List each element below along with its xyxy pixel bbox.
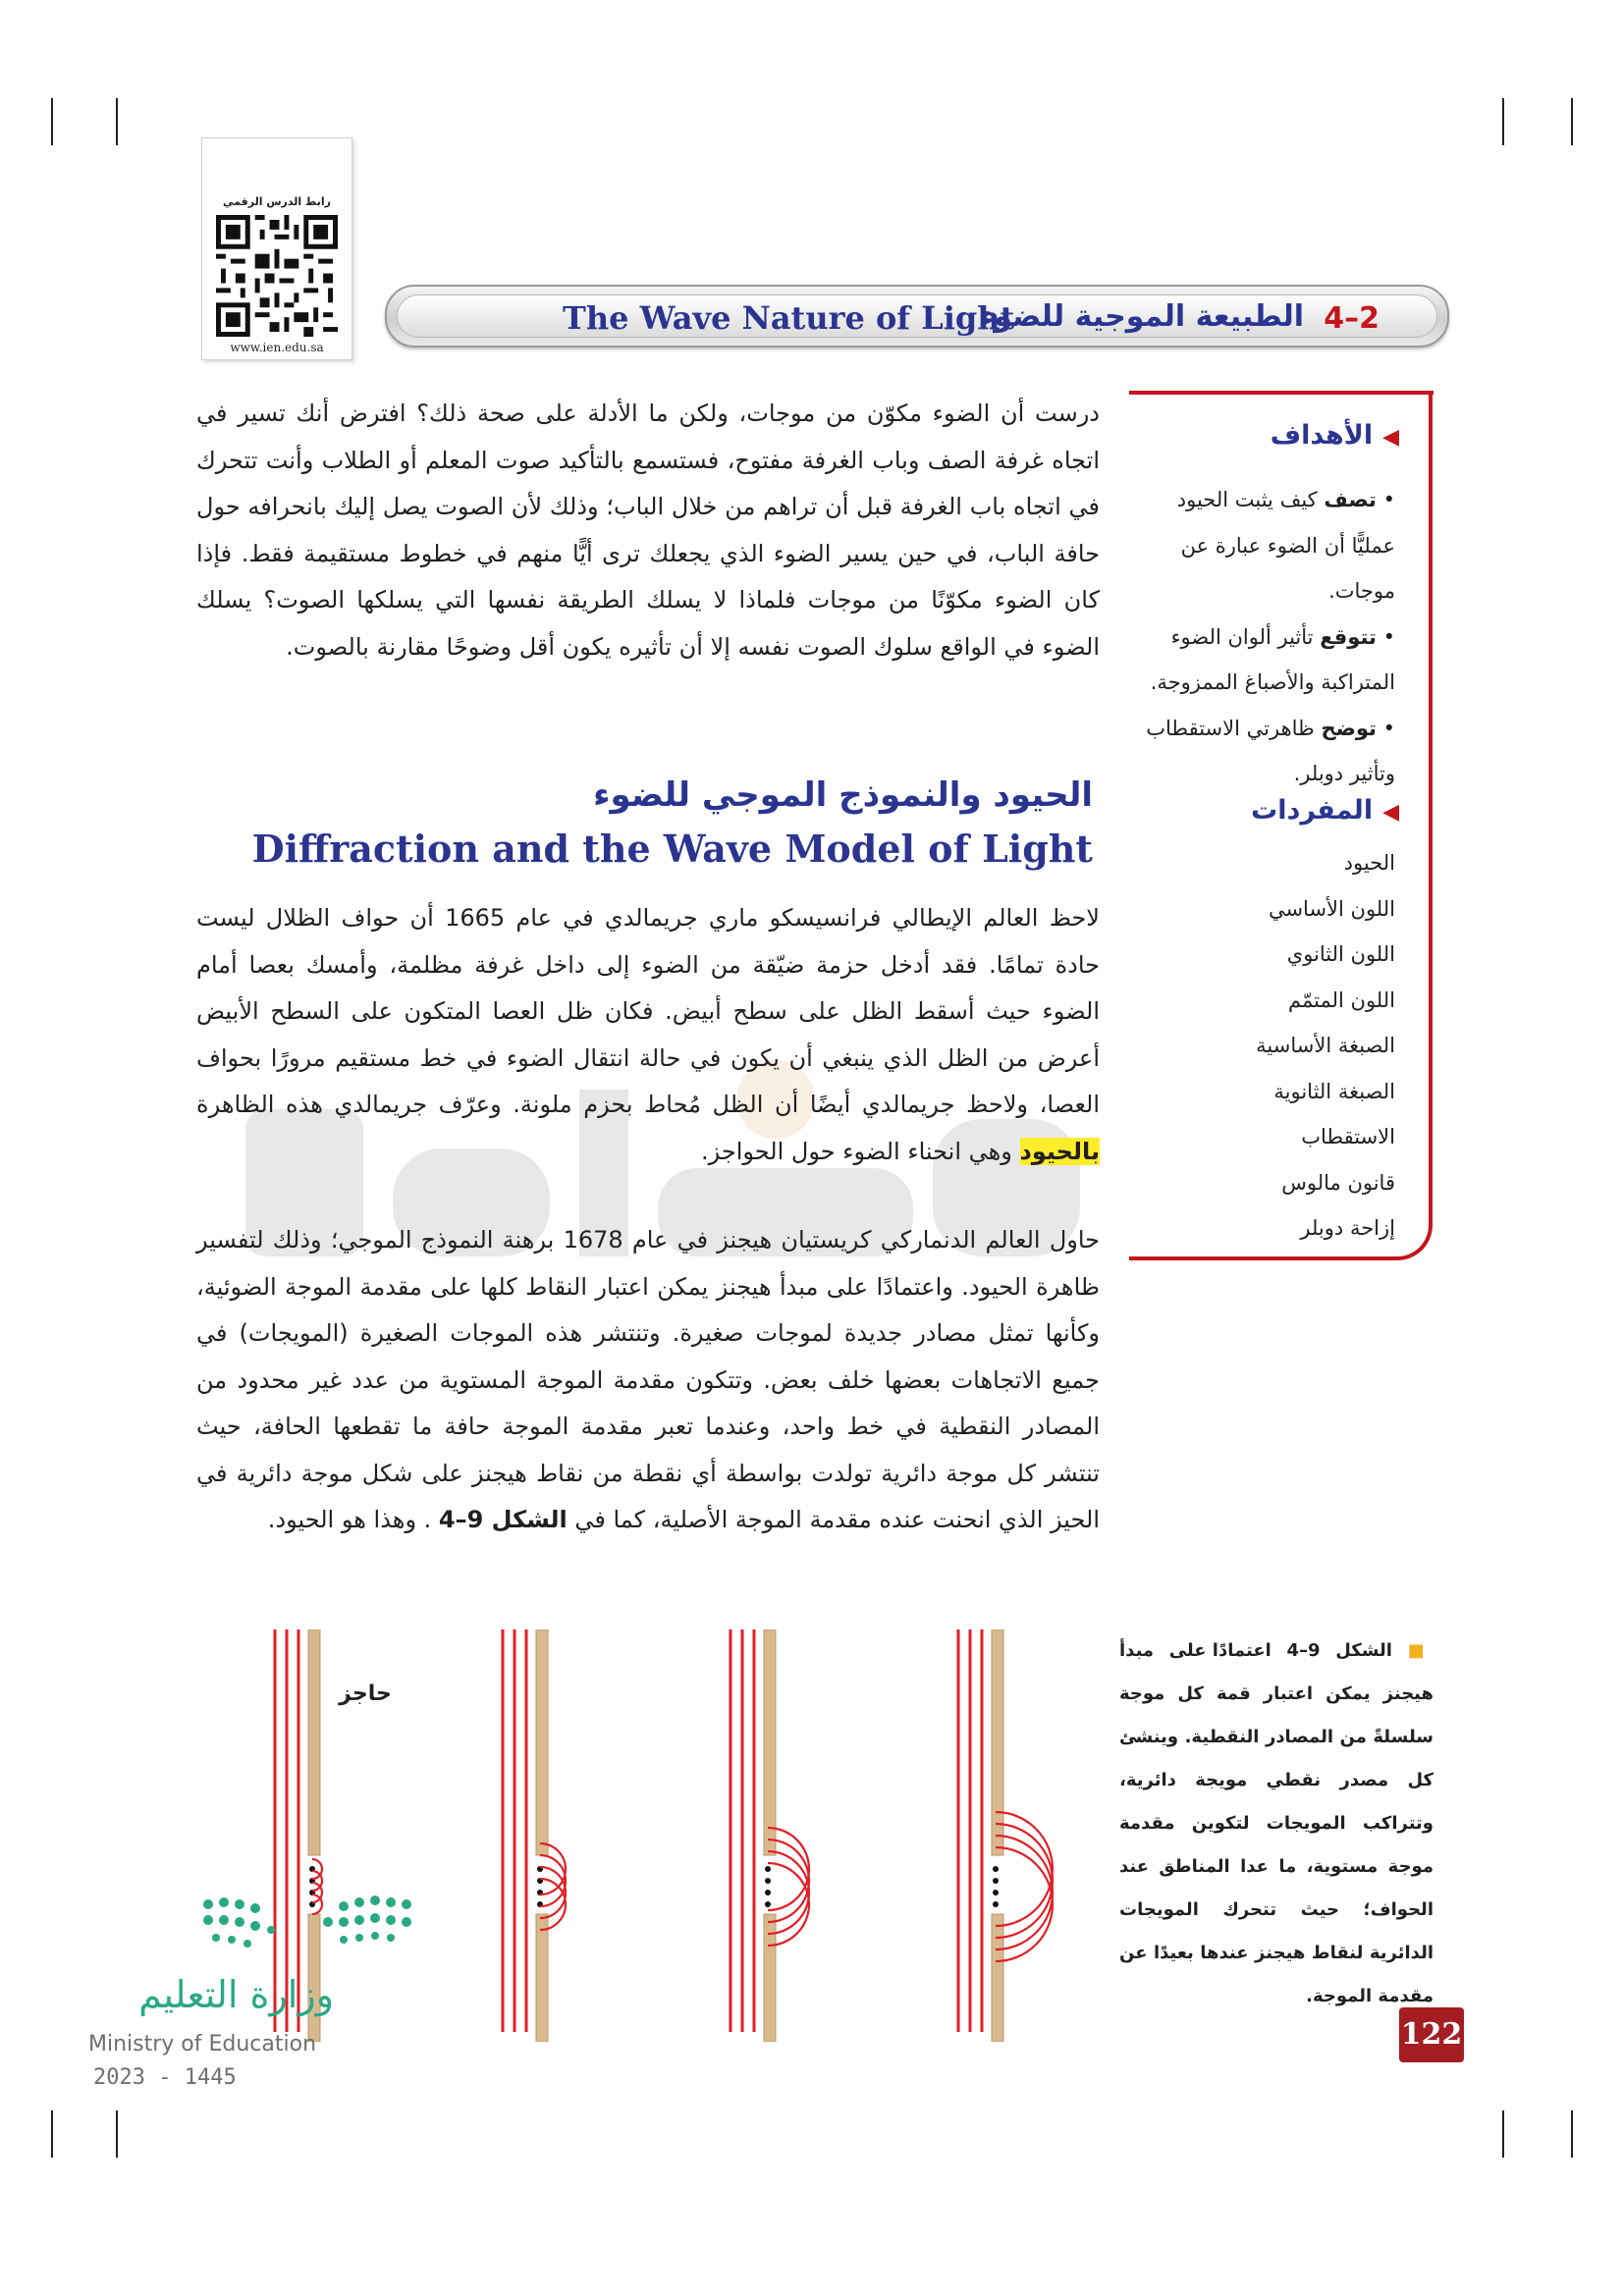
lesson-title-bar bbox=[385, 285, 1449, 347]
point-source bbox=[765, 1901, 771, 1907]
triangle-marker-icon: ◀ bbox=[1382, 425, 1399, 450]
ministry-logo-icon bbox=[196, 1893, 432, 1961]
crop-mark bbox=[1571, 2110, 1573, 2158]
lesson-title-bar-inner bbox=[397, 294, 1437, 338]
intro-paragraph: درست أن الضوء مكوّن من موجات، ولكن ما الأدلة على صحة ذلك؟ افترض أنك تسير في اتجاه غرفة الصف وباب الغرفة مفتوح، فستسمع بالتأكيد صوت المعلم أو الطلاب وأنت تتحرك في اتجاه باب الغرفة قبل أن تراهم من خلال الباب؛ وذلك لأن الصوت يصل إليك بانحرافه حول حافة الباب، في حين يسير الضوء الذي يجعلك ترى أيًّا منهم في خطوط مستقيمة فقط. فإذا كان الضوء مكوّنًا من موجات فلماذا لا يسلك الطريقة نفسها التي يسلكها الصوت؟ يسلك الضوء في الواقع سلوك الصوت نفسه إلا أن تأثيره يكون أقل وضوحًا مقارنة بالصوت. bbox=[196, 400, 1100, 661]
triangle-marker-icon: ◀ bbox=[1382, 800, 1399, 825]
crop-mark bbox=[51, 2110, 53, 2158]
paragraph-text: وهي انحناء الضوء حول الحواجز. bbox=[701, 1137, 1020, 1165]
vocabulary-item: قانون مالوس bbox=[1281, 1170, 1395, 1195]
qr-url[interactable]: www.ien.edu.sa bbox=[230, 341, 324, 354]
ministry-year: 2023 - 1445 bbox=[93, 2065, 237, 2090]
crop-mark bbox=[116, 2110, 118, 2158]
vocabulary-item: اللون الأساسي bbox=[1268, 896, 1395, 921]
lesson-number: 4–2 bbox=[1324, 301, 1380, 336]
paragraph-text: حاول العالم الدنماركي كريستيان هيجنز في عام 1678 برهنة النموذج الموجي؛ وذلك لتفسير ظاهرة الحيود. واعتمادًا على مبدأ هيجنز يمكن اعتبار النقاط كلها على مقدمة الموجة الضوئية، وكأنها تمثل مصادر جديدة لموجات صغيرة. وتنتشر هذه الموجات الصغيرة (المويجات) في جميع الاتجاهات بعضها خلف بعض. وتتكون مقدمة الموجة المستوية من عدد غير محدود من المصادر النقطية في خط واحد، وعندما تعبر مقدمة الموجة حافة ما تقطعها الحافة، حيث تنتشر كل موجة دائرية تولدت بواسطة أي نقطة من نقاط هيجنز على شكل موجة دائرية في الحيز الذي انحنت عنده مقدمة الموجة الأصلية، كما في bbox=[196, 1226, 1100, 1533]
figure-caption bbox=[1119, 1629, 1434, 2018]
objective-item: • تتوقع تأثير ألوان الضوء المتراكبة والأصباغ الممزوجة. bbox=[1150, 624, 1395, 694]
highlighted-term: بالحيود bbox=[1019, 1137, 1100, 1165]
point-source bbox=[993, 1890, 999, 1896]
vocabulary-item: الصبغة الثانوية bbox=[1273, 1079, 1395, 1103]
wavelet-arc bbox=[996, 1836, 1053, 1949]
caption-square-icon: ■ bbox=[1407, 1640, 1434, 1661]
vocabulary-list bbox=[1135, 840, 1395, 1252]
paragraph-text: لاحظ العالم الإيطالي فرانسيسكو ماري جريمالدي في عام 1665 أن حواف الظلال ليست حادة تمامًا. فقد أدخل حزمة ضيّقة من الضوء إلى داخل غرفة مظلمة، وأمسك بعصا أمام الضوء حيث أسقط الظل على سطح أبيض. فكان ظل العصا المتكون على السطح الأبيض أعرض من الظل الذي ينبغي أن يكون في حالة انتقال الضوء في خط مستقيم مرورًا بحواف العصا، ولاحظ جريمالدي أيضًا أن الظل مُحاط بحزم ملونة. وعرّف جريمالدي هذه الظاهرة bbox=[196, 904, 1100, 1118]
vocabulary-item: اللون المتمّم bbox=[1288, 988, 1395, 1012]
barrier-upper bbox=[992, 1629, 1003, 1855]
objectives-list bbox=[1135, 477, 1395, 797]
grimaldi-paragraph bbox=[196, 895, 1100, 1175]
ministry-name-english: Ministry of Education bbox=[88, 2032, 317, 2056]
vocabulary-item: اللون الثانوي bbox=[1286, 942, 1395, 966]
vocabulary-heading: ◀المفردات bbox=[1251, 795, 1399, 826]
wavelet-arc bbox=[996, 1824, 1053, 1938]
section-heading-english: Diffraction and the Wave Model of Light bbox=[251, 827, 1093, 871]
crop-mark bbox=[51, 98, 53, 145]
caption-figure-ref: الشكل 9–4 bbox=[1286, 1640, 1392, 1661]
barrier-lower bbox=[536, 1914, 548, 2042]
ministry-name-arabic: وزارة التعليم bbox=[138, 1973, 334, 2016]
qr-label: رابط الدرس الرقمي bbox=[223, 195, 331, 208]
wavelet-arc bbox=[996, 1847, 1053, 1961]
section-heading-arabic: الحيود والنموذج الموجي للضوء bbox=[593, 775, 1093, 815]
point-source bbox=[765, 1866, 771, 1872]
crop-mark bbox=[1502, 2110, 1504, 2158]
lesson-title-english: The Wave Nature of Light bbox=[563, 299, 1015, 337]
page-number: 122 bbox=[1399, 2007, 1464, 2062]
point-source bbox=[765, 1890, 771, 1896]
qr-code-card[interactable] bbox=[201, 137, 352, 360]
crop-mark bbox=[116, 98, 118, 145]
barrier-label: حاجز bbox=[339, 1682, 392, 1706]
figure-reference: الشكل 9–4 bbox=[438, 1506, 568, 1533]
objectives-sidebar bbox=[1129, 391, 1433, 1260]
vocabulary-item: الحيود bbox=[1343, 851, 1395, 875]
crop-mark bbox=[1502, 98, 1504, 145]
barrier-upper bbox=[536, 1629, 548, 1855]
objective-item: • تصف كيف يثبت الحيود عمليًّا أن الضوء عبارة عن موجات. bbox=[1176, 488, 1395, 603]
objectives-heading: ◀الأهداف bbox=[1270, 420, 1399, 451]
barrier-upper bbox=[308, 1629, 320, 1855]
point-source bbox=[765, 1878, 771, 1884]
lesson-title-arabic: الطبيعة الموجية للضوء bbox=[978, 299, 1304, 334]
qr-code-icon bbox=[216, 215, 338, 337]
point-source bbox=[993, 1901, 999, 1907]
paragraph-text: . وهذا هو الحيود. bbox=[267, 1506, 439, 1533]
point-source bbox=[993, 1878, 999, 1884]
vocabulary-item: إزاحة دوبلر bbox=[1300, 1216, 1395, 1240]
barrier-upper bbox=[764, 1629, 776, 1855]
wavelet-arc bbox=[996, 1812, 1053, 1926]
barrier-lower bbox=[992, 1914, 1003, 2042]
point-source bbox=[993, 1866, 999, 1872]
caption-text: اعتمادًا على مبدأ هيجنز يمكن اعتبار قمة كل موجة سلسلةً من المصادر النقطية. وينشئ كل مصدر نقطي مويجة دائرية، وتتراكب المويجات لتكوين مقدمة موجة مستوية، ما عدا المناطق عند الحواف؛ حيث تتحرك المويجات الدائرية لنقاط هيجنز عندها بعيدًا عن مقدمة الموجة. bbox=[1119, 1640, 1434, 2006]
vocabulary-item: الاستقطاب bbox=[1301, 1125, 1395, 1148]
crop-mark bbox=[1571, 98, 1573, 145]
objective-item: • توضح ظاهرتي الاستقطاب وتأثير دوبلر. bbox=[1146, 716, 1395, 785]
vocabulary-item: الصبغة الأساسية bbox=[1256, 1034, 1395, 1057]
huygens-paragraph bbox=[196, 1217, 1100, 1544]
